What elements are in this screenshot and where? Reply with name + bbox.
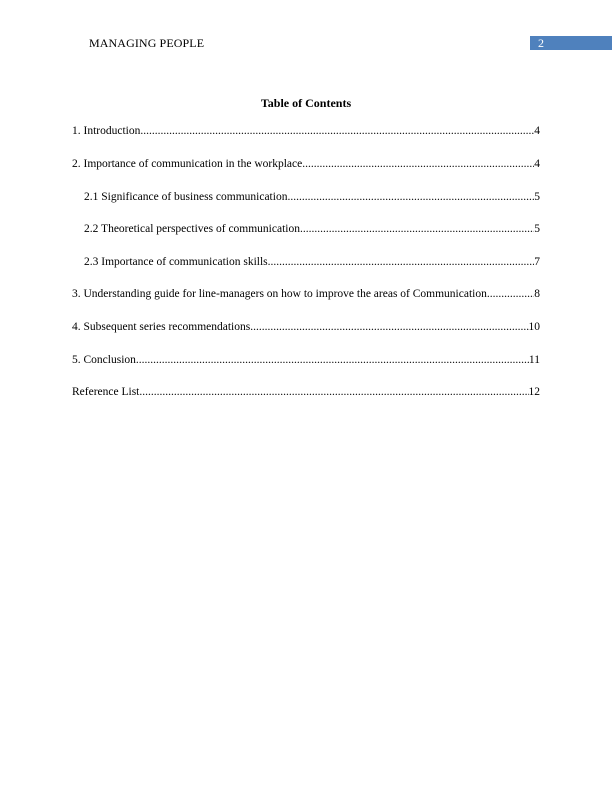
toc-dot-leader — [139, 385, 528, 399]
toc-entry-label: 2.3 Importance of communication skills — [84, 256, 268, 268]
toc-entry-introduction[interactable] — [72, 124, 540, 138]
toc-entry-page: 4 — [534, 158, 540, 170]
toc-dot-leader — [287, 190, 534, 204]
toc-entry-reference-list[interactable] — [72, 385, 540, 399]
toc-entry-label: 1. Introduction — [72, 125, 141, 137]
toc-entry-page: 12 — [528, 386, 540, 398]
toc-dot-leader — [250, 320, 528, 334]
toc-entry-theoretical-perspectives[interactable] — [84, 222, 540, 236]
toc-dot-leader — [136, 353, 529, 367]
toc-dot-leader — [302, 157, 534, 171]
toc-entry-label: 5. Conclusion — [72, 354, 136, 366]
toc-entry-page: 10 — [528, 321, 540, 333]
toc-entry-label: 2.2 Theoretical perspectives of communication — [84, 223, 300, 235]
toc-entry-label: 4. Subsequent series recommendations — [72, 321, 251, 333]
toc-entry-page: 5 — [534, 223, 540, 235]
toc-entry-page: 4 — [534, 125, 540, 137]
page-number: 2 — [538, 36, 544, 50]
toc-entry-subsequent-recommendations[interactable] — [72, 320, 540, 334]
toc-entry-conclusion[interactable] — [72, 353, 540, 367]
toc-dot-leader — [268, 255, 535, 269]
toc-entry-understanding-guide[interactable] — [72, 287, 540, 301]
toc-entry-page: 7 — [534, 256, 540, 268]
page-number-bar — [530, 36, 612, 50]
toc-entry-page: 5 — [534, 191, 540, 203]
toc-entry-label: 2.1 Significance of business communication — [84, 191, 288, 203]
toc-entry-label: 3. Understanding guide for line-managers on how to improve the areas of Communication — [72, 288, 487, 300]
toc-entry-page: 11 — [528, 354, 540, 366]
toc-entry-significance-business-communication[interactable] — [84, 190, 540, 204]
toc-entry-page: 8 — [534, 288, 540, 300]
toc-entry-communication-skills[interactable] — [84, 255, 540, 269]
running-head: MANAGING PEOPLE — [89, 36, 205, 50]
toc-entry-importance-communication[interactable] — [72, 157, 540, 171]
toc-dot-leader — [140, 124, 534, 138]
toc-entry-label: Reference List — [72, 386, 140, 398]
toc-dot-leader — [300, 222, 534, 236]
toc-entry-label: 2. Importance of communication in the workplace — [72, 158, 303, 170]
toc-dot-leader — [487, 287, 534, 301]
toc-title: Table of Contents — [260, 96, 352, 110]
